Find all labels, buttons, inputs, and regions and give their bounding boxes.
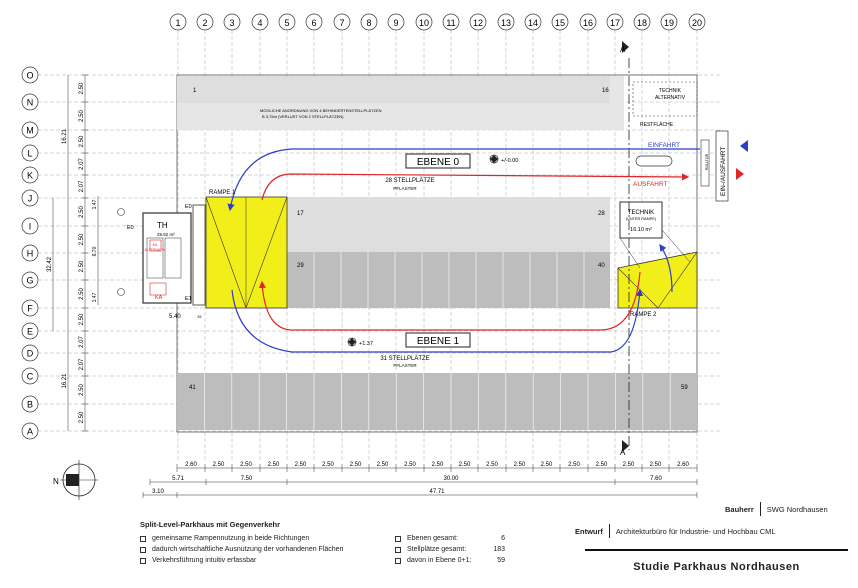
stall-number: 40 <box>598 263 605 269</box>
stat-row: Ebenen gesamt: 6 <box>395 533 505 544</box>
grid-column-label: 10 <box>418 18 430 28</box>
row-dimension: 2.50 <box>79 288 85 300</box>
stall-number: 16 <box>602 88 609 94</box>
row-dimension: 2.50 <box>79 82 85 95</box>
legend-item: Verkehrsführung intuitiv erfassbar <box>140 555 400 566</box>
level1-label: +1.37 <box>359 341 373 347</box>
row-dimension: 2.07 <box>79 358 85 371</box>
legend-item: gemeinsame Rampennutzung in beide Richtungen <box>140 533 400 544</box>
grid-column-label: 15 <box>554 18 566 28</box>
einfahrt-label: EINFAHRT <box>648 142 681 149</box>
pflaster0-label: PFLASTER <box>393 186 417 191</box>
ramp-1 <box>206 197 287 308</box>
left-dimension: 16.21 <box>62 128 68 145</box>
stall-number: 59 <box>681 385 688 391</box>
legend-item: dadurch wirtschaftliche Ausnutzung der vorhandenen Flächen <box>140 544 400 555</box>
e0-label: E0 <box>185 204 192 210</box>
grid-column-label: 7 <box>339 18 345 28</box>
e1-label: E1 <box>185 296 192 302</box>
grid-row-label: H <box>26 248 34 259</box>
behindert-note: MÖGLICHE ANORDNUNG VON 4 BEHINDERTENSTELLPLÄTZEN <box>260 108 382 113</box>
column-dimension: 2.60 <box>677 462 689 468</box>
grid-column-label: 9 <box>393 18 399 28</box>
grid-row-label: B <box>26 399 34 410</box>
grid-column-label: 4 <box>257 18 263 28</box>
row-dimension: 2.50 <box>79 206 85 218</box>
grid-column-label: 20 <box>691 18 703 28</box>
grid-row-label: K <box>26 170 34 181</box>
entwurf-name: Architekturbüro für Industrie- und Hochbau CML <box>615 526 776 536</box>
dim-540: 5.40 <box>169 314 181 320</box>
stall-number: 41 <box>189 385 196 391</box>
stall-row-n <box>177 76 610 103</box>
total-dimension: 47.71 <box>429 489 445 495</box>
stall-number: 29 <box>297 263 304 269</box>
stall-number: 28 <box>598 211 605 217</box>
column-dimension: 2.50 <box>540 462 553 468</box>
column-dimension: 2.50 <box>322 462 334 468</box>
left-dimension: 16.21 <box>62 373 68 389</box>
grid-column-label: 8 <box>366 18 372 28</box>
technik-alt-label: TECHNIK <box>659 88 681 94</box>
th-label: TH <box>157 221 168 230</box>
stalls1-label: 31 STELLPLÄTZE <box>380 356 430 362</box>
stair-dimension: 1.47 <box>92 199 98 210</box>
total-dimension: 3.10 <box>152 489 164 495</box>
entwurf-row <box>575 520 847 542</box>
level0-label: +/-0.00 <box>501 158 519 164</box>
credits <box>575 498 847 542</box>
row-dimension: 2.07 <box>79 336 85 348</box>
stalls0-label: 28 STELLPLÄTZE <box>385 178 435 184</box>
column-dimension: 2.50 <box>404 462 416 468</box>
rolltor-label: ROLLTOR <box>705 153 709 171</box>
stat-row: Stellplätze gesamt: 183 <box>395 544 505 555</box>
column-dimension: 2.50 <box>267 462 280 468</box>
stall-row-m <box>177 103 610 130</box>
checkbox-icon <box>140 536 146 542</box>
project-divider <box>585 549 848 551</box>
column-dimension: 2.50 <box>595 462 608 468</box>
ebene1-label: EBENE 1 <box>416 336 460 347</box>
grid-column-label: 2 <box>202 18 208 28</box>
chain-dimension: 7.60 <box>650 476 662 482</box>
behindert-note-2: B 3,75m (VERLUST VON 2 STELLPLÄTZEN) <box>262 114 344 119</box>
stall-number: 1 <box>193 88 197 94</box>
ka-alt-label-2: ALTERNATIV <box>144 248 166 252</box>
entwurf-role: Entwurf <box>575 526 603 536</box>
restflaeche-label: RESTFLÄCHE <box>640 122 674 128</box>
grid-row-label: I <box>28 221 32 232</box>
grid-column-label: 14 <box>527 18 539 28</box>
ka-room <box>150 283 166 295</box>
grid-row-label: N <box>26 97 34 108</box>
grid-row-label: C <box>26 371 34 382</box>
column-dimension: 2.50 <box>568 462 580 468</box>
technik-area: 16.10 m² <box>630 227 652 233</box>
grid-column-label: 17 <box>609 18 621 28</box>
row-dimension: 2.50 <box>79 233 85 246</box>
chain-dimension: 5.71 <box>172 476 184 482</box>
dim-15: 15 <box>197 314 202 319</box>
column-dimension: 2.50 <box>649 462 662 468</box>
grid-column-label: 19 <box>663 18 675 28</box>
stats-list <box>395 533 505 566</box>
stall-row-ebene0 <box>287 197 610 252</box>
chain-dimension: 7.50 <box>240 476 253 482</box>
grid-column-label: 18 <box>636 18 648 28</box>
ebene0-label: EBENE 0 <box>416 157 460 168</box>
row-dimension: 2.07 <box>79 180 85 193</box>
grid-column-label: 13 <box>500 18 512 28</box>
technik-alt-label-2: ALTERNATIV <box>654 95 686 101</box>
bauherr-role: Bauherr <box>725 504 754 514</box>
grid-column-label: 11 <box>446 18 456 28</box>
grid-row-label: A <box>26 426 34 437</box>
grid-row-label: F <box>27 303 33 314</box>
row-dimension: 2.50 <box>79 260 85 273</box>
grid-row-label: D <box>26 348 34 359</box>
checkbox-icon <box>140 558 146 564</box>
bauherr-row <box>575 498 847 520</box>
ausfahrt-label: AUSFAHRT <box>633 181 668 188</box>
barrier <box>636 156 672 166</box>
row-dimension: 2.50 <box>79 135 85 148</box>
rampe1-label: RAMPE 1 <box>209 190 236 196</box>
stall-number: 17 <box>297 211 304 217</box>
project-title: Studie Parkhaus Nordhausen <box>633 561 800 573</box>
th-area: 29.52 m² <box>157 232 175 237</box>
column-dimension: 2.50 <box>622 462 635 468</box>
checkbox-icon <box>395 558 401 564</box>
stair-dimension: 1.47 <box>92 292 98 303</box>
grid-column-label: 12 <box>472 18 484 28</box>
elevator-shaft <box>193 205 205 305</box>
row-dimension: 2.50 <box>79 313 85 326</box>
column-dimension: 2.50 <box>349 462 362 468</box>
ka-label: KA <box>155 295 163 301</box>
rampe2-label: RAMPE 2 <box>630 312 657 318</box>
legend-title: Split-Level-Parkhaus mit Gegenverkehr <box>140 520 281 529</box>
building-areas <box>143 41 728 452</box>
row-dimension: 2.50 <box>79 384 85 396</box>
section-label: A <box>620 448 626 457</box>
column-dimension: 2.60 <box>185 462 197 468</box>
row-dimension: 2.50 <box>79 411 85 424</box>
grid-column-label: 16 <box>582 18 594 28</box>
technik-label-2: (UNTER RAMPE) <box>625 217 657 221</box>
checkbox-icon <box>140 547 146 553</box>
technik-label: TECHNIK <box>627 210 655 216</box>
left-dimension: 32.42 <box>47 256 53 273</box>
e0-left-label: E0 <box>127 225 134 231</box>
column-dimension: 2.50 <box>458 462 471 468</box>
column-dimension: 2.50 <box>294 462 307 468</box>
grid-row-label: J <box>27 193 33 204</box>
grid-column-label: 5 <box>284 18 290 28</box>
column-dimension: 2.50 <box>376 462 389 468</box>
column-dimension: 2.50 <box>212 462 225 468</box>
grid-column-label: 6 <box>311 18 317 28</box>
grid-column-label: 1 <box>175 18 181 28</box>
grid-row-label: G <box>26 275 34 286</box>
column-dimension: 2.50 <box>240 462 252 468</box>
checkbox-icon <box>395 547 401 553</box>
chain-dimension: 30.00 <box>443 476 459 482</box>
column-dimension: 2.50 <box>513 462 526 468</box>
stat-row: davon in Ebene 0+1: 59 <box>395 555 505 566</box>
pflaster1-label: PFLASTER <box>393 363 417 368</box>
grid-row-label: M <box>26 125 34 136</box>
grid-row-label: E <box>26 326 34 337</box>
bauherr-name: SWG Nordhausen <box>766 504 828 514</box>
grid-column-label: 3 <box>229 18 235 28</box>
row-dimension: 2.50 <box>79 110 85 122</box>
stair-dimension: 6.70 <box>92 246 98 257</box>
column-dimension: 2.50 <box>431 462 444 468</box>
column-dimension: 2.50 <box>486 462 498 468</box>
legend-list <box>140 533 400 566</box>
north-label: N <box>53 477 59 486</box>
stall-row-n-end <box>610 76 624 130</box>
checkbox-icon <box>395 536 401 542</box>
grid-row-label: O <box>26 70 34 81</box>
ein-ausfahrt-label: EIN-/AUSFAHRT <box>720 146 727 196</box>
grid-row-label: L <box>27 148 33 159</box>
section-label: A <box>620 45 626 54</box>
stall-row-bottom <box>177 373 697 430</box>
row-dimension: 2.07 <box>79 158 85 170</box>
ka-alt-label: KA <box>152 243 158 247</box>
stall-row-ebene1 <box>287 252 610 308</box>
